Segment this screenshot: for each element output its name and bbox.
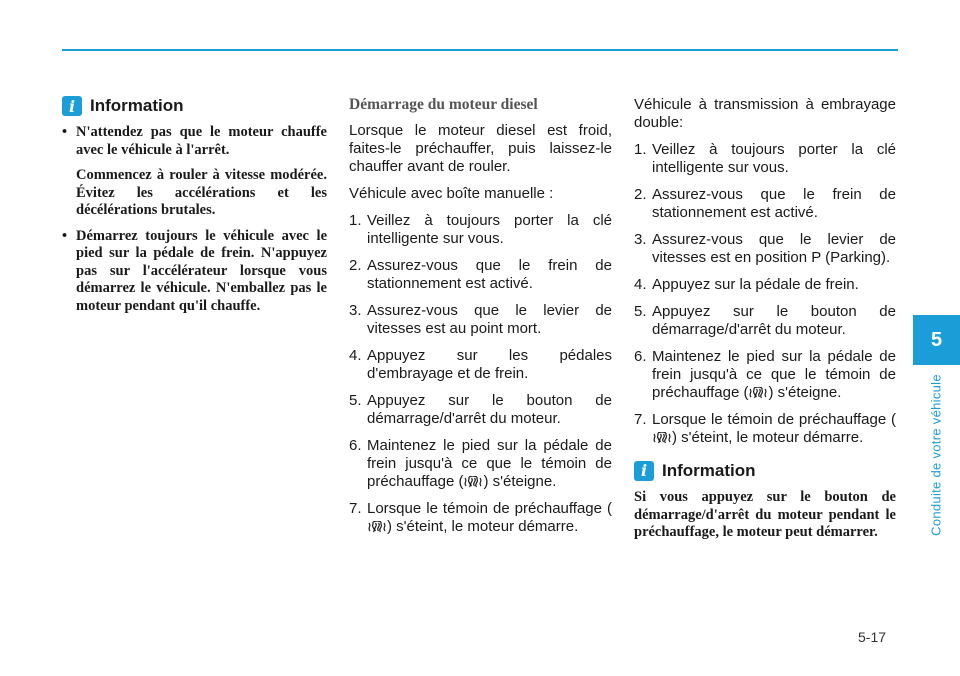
bullet: •: [62, 227, 68, 244]
step-text: Assurez-vous que le levier de vitesses est en position P (Parking).: [652, 231, 896, 266]
information-title: Information: [662, 461, 756, 480]
step-text: Appuyez sur le bouton de démarrage/d'arrêt du moteur.: [367, 392, 612, 427]
dual-clutch-heading: Véhicule à transmission à embrayage double:: [634, 96, 896, 131]
step-text: Veillez à toujours porter la clé intelligente sur vous.: [652, 141, 896, 176]
step-text: Assurez-vous que le frein de stationnement est activé.: [367, 257, 612, 292]
list-item: [349, 392, 612, 428]
dual-clutch-steps: [634, 141, 896, 447]
step-number: 2.: [634, 186, 647, 203]
section-title: Démarrage du moteur diesel: [349, 96, 538, 113]
information-icon: i: [634, 461, 654, 481]
step-text: ) s'éteigne.: [768, 384, 842, 401]
step-text: Appuyez sur les pédales d'embrayage et de frein.: [367, 347, 612, 382]
step-number: 1.: [634, 141, 647, 158]
information-bullets: [62, 124, 327, 315]
paragraph: N'attendez pas que le moteur chauffe avec le véhicule à l'arrêt.: [76, 124, 327, 158]
step-number: 5.: [349, 392, 362, 409]
step-number: 4.: [349, 347, 362, 364]
step-text: Assurez-vous que le levier de vitesses est au point mort.: [367, 302, 612, 337]
list-item: [62, 228, 327, 316]
step-number: 4.: [634, 276, 647, 293]
information-box-1: [62, 96, 327, 323]
information-title: Information: [90, 96, 184, 115]
step-text: Assurez-vous que le frein de stationnement est activé.: [652, 186, 896, 221]
step-number: 5.: [634, 303, 647, 320]
header-rule: [62, 49, 898, 51]
step-number: 7.: [349, 500, 362, 517]
step-number: 3.: [349, 302, 362, 319]
step-text: Appuyez sur le bouton de démarrage/d'arrêt du moteur.: [652, 303, 896, 338]
step-text: ) s'éteint, le moteur démarre.: [672, 429, 864, 446]
step-number: 2.: [349, 257, 362, 274]
glow-plug-indicator-icon: [652, 432, 672, 444]
list-item: [349, 212, 612, 248]
step-text: Maintenez le pied sur la pédale de frein jusqu'à ce que le témoin de préchauffage (: [367, 437, 612, 490]
diesel-start-section: [349, 96, 612, 545]
step-text: Lorsque le témoin de préchauffage (: [367, 500, 612, 517]
list-item: [349, 347, 612, 383]
list-item: [62, 124, 327, 220]
list-item: [349, 437, 612, 491]
step-text: Lorsque le témoin de préchauffage (: [652, 411, 896, 428]
list-item: [634, 348, 896, 402]
glow-plug-indicator-icon: [748, 387, 768, 399]
step-text: Veillez à toujours porter la clé intelligente sur vous.: [367, 212, 612, 247]
paragraph: Commencez à rouler à vitesse modérée. Évitez les accélérations et les décélérations brutales.: [76, 167, 327, 218]
step-text: ) s'éteigne.: [483, 473, 557, 490]
list-item: [349, 257, 612, 293]
dual-clutch-section: [634, 96, 896, 551]
step-text: Appuyez sur la pédale de frein.: [652, 276, 859, 293]
step-number: 3.: [634, 231, 647, 248]
glow-plug-indicator-icon: [463, 476, 483, 488]
page-number: 5-17: [858, 629, 887, 645]
manual-heading: Véhicule avec boîte manuelle :: [349, 185, 554, 202]
information-icon: i: [62, 96, 82, 116]
list-item: [349, 500, 612, 536]
step-number: 7.: [634, 411, 647, 428]
step-number: 6.: [349, 437, 362, 454]
chapter-title: Conduite de votre véhicule: [928, 374, 944, 536]
list-item: [634, 186, 896, 222]
information-text: Si vous appuyez sur le bouton de démarrage/d'arrêt du moteur pendant le préchauffage, le moteur peut démarrer.: [634, 489, 896, 540]
list-item: [634, 303, 896, 339]
step-text: Maintenez le pied sur la pédale de frein jusqu'à ce que le témoin de préchauffage (: [652, 348, 896, 401]
list-item: [349, 302, 612, 338]
list-item: [634, 141, 896, 177]
step-number: 6.: [634, 348, 647, 365]
information-header: [634, 461, 896, 481]
step-number: 1.: [349, 212, 362, 229]
chapter-tab: 5: [913, 315, 960, 365]
paragraph: Démarrez toujours le véhicule avec le pied sur la pédale de frein. N'appuyez pas sur l'accélérateur lorsque vous démarrez le véhicule. N'emballez pas le moteur pendant qu'il chauffe.: [76, 227, 327, 314]
manual-steps: [349, 212, 612, 536]
list-item: [634, 231, 896, 267]
list-item: [634, 411, 896, 447]
intro-paragraph: Lorsque le moteur diesel est froid, faites-le préchauffer, puis laissez-le chauffer avant de rouler.: [349, 122, 612, 175]
bullet: •: [62, 124, 68, 140]
information-header: [62, 96, 327, 116]
step-text: ) s'éteint, le moteur démarre.: [387, 518, 579, 535]
list-item: [634, 276, 896, 294]
glow-plug-indicator-icon: [367, 521, 387, 533]
